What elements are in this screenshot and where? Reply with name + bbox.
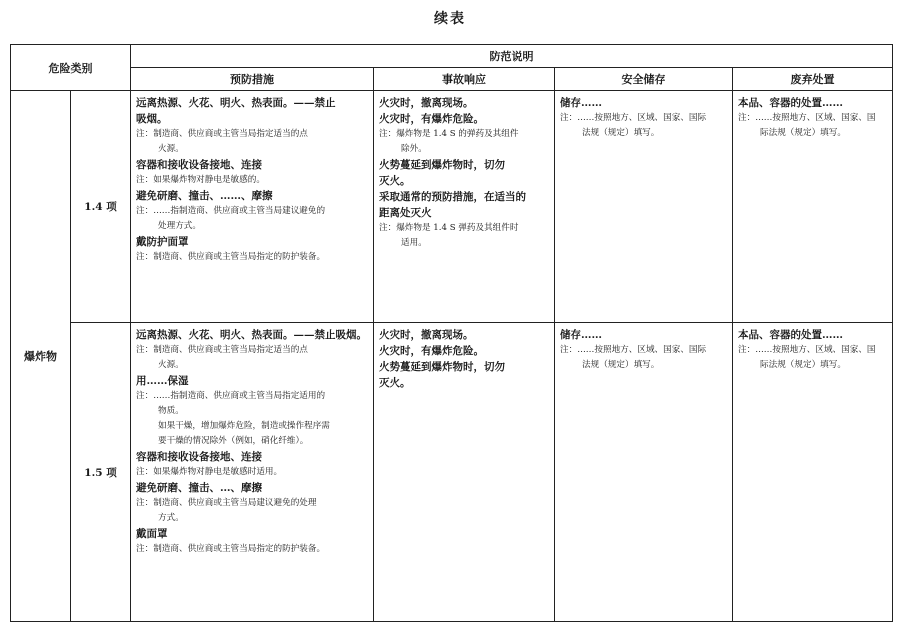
note-line: 注：制造商、供应商或主管当局建议避免的处理: [136, 498, 317, 508]
note-line: 际法规（规定）填写。: [760, 360, 846, 370]
text-line: 戴面罩: [136, 528, 168, 540]
response-cell: [374, 323, 555, 622]
note-line: 注：制造商、供应商或主管当局指定的防护装备。: [136, 252, 326, 262]
disposal-cell: [733, 323, 893, 622]
text-line: 容器和接收设备接地、连接: [136, 451, 262, 463]
storage-cell: [555, 323, 733, 622]
text-line: 灭火。: [379, 175, 411, 187]
disposal-cell: [733, 91, 893, 323]
header-row-1: [11, 45, 893, 68]
text-line: 远离热源、火花、明火、热表面。——禁止: [136, 97, 336, 109]
header-row-2: [11, 68, 893, 91]
note-line: 处理方式。: [158, 221, 201, 231]
note-line: 火源。: [158, 144, 184, 154]
text-line: 火灾时，撤离现场。: [379, 97, 474, 109]
text-line: 火灾时，有爆炸危险。: [379, 345, 484, 357]
note-line: 注：爆炸物是 1.4 S 弹药及其组件时: [379, 223, 519, 233]
division-cell: 1.4 项: [71, 91, 131, 323]
text-line: 本品、容器的处置……: [738, 97, 843, 109]
note-line: 注：如果爆炸物对静电是敏感的。: [136, 175, 265, 185]
header-category: 危险类别: [11, 45, 131, 91]
storage-cell: [555, 91, 733, 323]
division-cell: 1.5 项: [71, 323, 131, 622]
note-line: 注：……指制造商、供应商或主管当局指定适用的: [136, 391, 326, 401]
text-line: 距离处灭火: [379, 207, 432, 219]
note-line: 注：……按照地方、区域、国家、国: [738, 113, 876, 123]
precaution-table: [10, 44, 893, 622]
note-line: 如果干燥，增加爆炸危险，制造或操作程序需: [158, 421, 330, 431]
note-line: 注：制造商、供应商或主管当局指定适当的点: [136, 345, 308, 355]
note-line: 法规（规定）填写。: [582, 128, 660, 138]
note-line: 法规（规定）填写。: [582, 360, 660, 370]
response-cell: [374, 91, 555, 323]
header-prevention: 预防措施: [131, 68, 374, 91]
prevention-cell: [131, 323, 374, 622]
text-line: 避免研磨、撞击、…、摩擦: [136, 482, 262, 494]
note-line: 注：如果爆炸物对静电是敏感时适用。: [136, 467, 283, 477]
note-line: 除外。: [401, 144, 427, 154]
table-row: [11, 323, 893, 622]
note-line: 火源。: [158, 360, 184, 370]
category-cell: 爆炸物: [11, 91, 71, 622]
text-line: 本品、容器的处置……: [738, 329, 843, 341]
header-disposal: 废弃处置: [733, 68, 893, 91]
page-title: 续表: [434, 11, 466, 27]
note-line: 适用。: [401, 238, 427, 248]
text-line: 储存……: [560, 97, 602, 109]
text-line: 采取通常的预防措施，在适当的: [379, 191, 526, 203]
note-line: 物质。: [158, 406, 184, 416]
header-storage: 安全储存: [555, 68, 733, 91]
text-line: 火势蔓延到爆炸物时，切勿: [379, 159, 505, 171]
header-group: 防范说明: [131, 45, 893, 68]
text-line: 用……保湿: [136, 375, 189, 387]
note-line: 注：制造商、供应商或主管当局指定的防护装备。: [136, 544, 326, 554]
text-line: 戴防护面罩: [136, 236, 189, 248]
text-line: 容器和接收设备接地、连接: [136, 159, 262, 171]
text-line: 火势蔓延到爆炸物时，切勿: [379, 361, 505, 373]
note-line: 际法规（规定）填写。: [760, 128, 846, 138]
note-line: 注：制造商、供应商或主管当局指定适当的点: [136, 129, 308, 139]
note-line: 注：爆炸物是 1.4 S 的弹药及其组件: [379, 129, 519, 139]
note-line: 注：……按照地方、区域、国家、国际: [560, 113, 707, 123]
text-line: 灭火。: [379, 377, 411, 389]
text-line: 火灾时，撤离现场。: [379, 329, 474, 341]
prevention-cell: [131, 91, 374, 323]
note-line: 方式。: [158, 513, 184, 523]
text-line: 远离热源、火花、明火、热表面。——禁止吸烟。: [136, 329, 367, 341]
note-line: 注：……按照地方、区域、国家、国际: [560, 345, 707, 355]
table-row: [11, 91, 893, 323]
note-line: 注：……按照地方、区域、国家、国: [738, 345, 876, 355]
text-line: 储存……: [560, 329, 602, 341]
text-line: 火灾时，有爆炸危险。: [379, 113, 484, 125]
note-line: 注：……指制造商、供应商或主管当局建议避免的: [136, 206, 326, 216]
text-line: 避免研磨、撞击、……、摩擦: [136, 190, 273, 202]
note-line: 要干燥的情况除外（例如，硝化纤维）。: [158, 436, 309, 446]
header-response: 事故响应: [374, 68, 555, 91]
text-line: 吸烟。: [136, 113, 168, 125]
